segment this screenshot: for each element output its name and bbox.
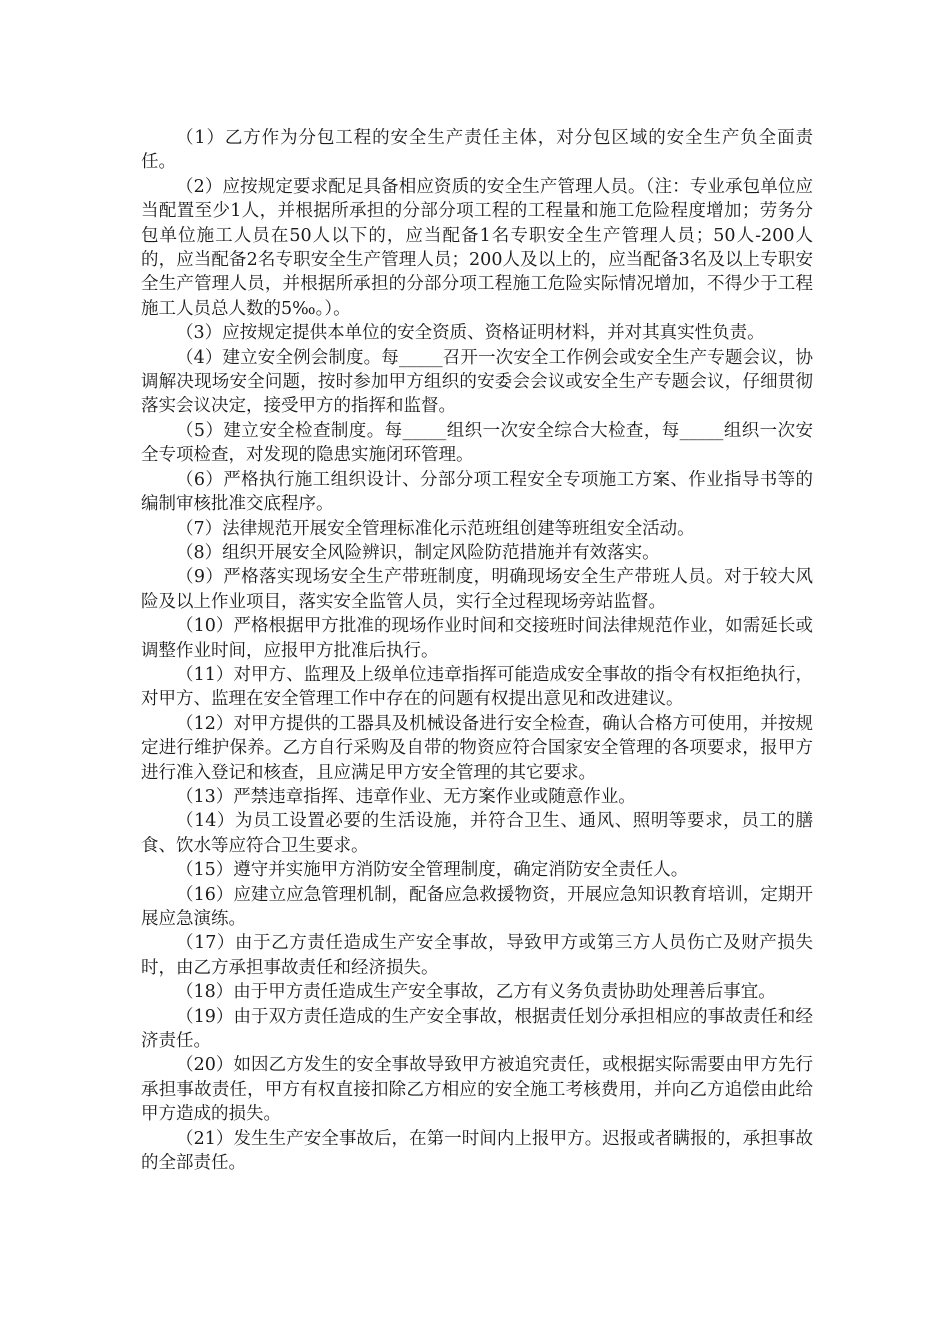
- paragraph-9: （9）严格落实现场安全生产带班制度，明确现场安全生产带班人员。对于较大风险及以上作业项目，落实安全监管人员，实行全过程现场旁站监督。: [141, 567, 813, 612]
- paragraph-19: （19）由于双方责任造成的生产安全事故，根据责任划分承担相应的事故责任和经济责任。: [141, 1006, 813, 1052]
- paragraph-4: （4）建立安全例会制度。每_____召开一次安全工作例会或安全生产专题会议，协调解决现场安全问题，按时参加甲方组织的安委会会议或安全生产专题会议，仔细贯彻落实会议决定，接受甲方的指挥和监督。: [141, 347, 813, 417]
- paragraph-18: （18）由于甲方责任造成生产安全事故，乙方有义务负责协助处理善后事宜。: [176, 982, 776, 1003]
- paragraph-11: （11）对甲方、监理及上级单位违章指挥可能造成安全事故的指令有权拒绝执行，对甲方、监理在安全管理工作中存在的问题有权提出意见和改进建议。: [141, 664, 813, 710]
- paragraph-2: （2）应按规定要求配足具备相应资质的安全生产管理人员。（注：专业承包单位应当配置至少1人，并根据所承担的分部分项工程的工程量和施工危险程度增加；劳务分包单位施工人员在50人以下的，应当配备1名专职安全生产管理人员；50人-200人的，应当配备2名专职安全生产管理人员；200人及以上的，应当配备3名及以上专职安全生产管理人员，并根据所承担的分部分项工程施工危险实际情况增加，不得少于工程施工人员总人数的5‰。）。: [141, 176, 813, 319]
- paragraph-12: （12）对甲方提供的工器具及机械设备进行安全检查，确认合格方可使用，并按规定进行维护保养。乙方自行采购及自带的物资应符合国家安全管理的各项要求，报甲方进行准入登记和核查，且应满足甲方安全管理的其它要求。: [141, 713, 813, 783]
- paragraph-3: （3）应按规定提供本单位的安全资质、资格证明材料，并对其真实性负责。: [176, 323, 765, 344]
- paragraph-13: （13）严禁违章指挥、违章作业、无方案作业或随意作业。: [176, 786, 636, 807]
- paragraph-7: （7）法律规范开展安全管理标准化示范班组创建等班组安全活动。: [176, 518, 695, 539]
- paragraph-6: （6）严格执行施工组织设计、分部分项工程安全专项施工方案、作业指导书等的编制审核批准交底程序。: [141, 469, 813, 515]
- paragraph-10: （10）严格根据甲方批准的现场作业时间和交接班时间法律规范作业，如需延长或调整作业时间，应报甲方批准后执行。: [141, 616, 813, 661]
- paragraph-5: （5）建立安全检查制度。每_____组织一次安全综合大检查，每_____组织一次安全专项检查，对发现的隐患实施闭环管理。: [141, 420, 813, 466]
- paragraph-14: （14）为员工设置必要的生活设施，并符合卫生、通风、照明等要求，员工的膳食、饮水等应符合卫生要求。: [141, 811, 813, 856]
- paragraph-1: （1）乙方作为分包工程的安全生产责任主体，对分包区域的安全生产负全面责任。: [141, 128, 813, 173]
- paragraph-21: （21）发生生产安全事故后，在第一时间内上报甲方。迟报或者瞒报的，承担事故的全部责任。: [141, 1128, 813, 1174]
- paragraph-8: （8）组织开展安全风险辨识，制定风险防范措施并有效落实。: [176, 542, 660, 563]
- paragraph-20: （20）如因乙方发生的安全事故导致甲方被追究责任，或根据实际需要由甲方先行承担事故责任，甲方有权直接扣除乙方相应的安全施工考核费用，并向乙方追偿由此给甲方造成的损失。: [141, 1055, 813, 1125]
- paragraph-15: （15）遵守并实施甲方消防安全管理制度，确定消防安全责任人。: [176, 860, 689, 881]
- paragraph-16: （16）应建立应急管理机制，配备应急救援物资，开展应急知识教育培训，定期开展应急演练。: [141, 884, 813, 929]
- document-body: [141, 126, 813, 1175]
- paragraph-17: （17）由于乙方责任造成生产安全事故，导致甲方或第三方人员伤亡及财产损失时，由乙方承担事故责任和经济损失。: [141, 933, 813, 978]
